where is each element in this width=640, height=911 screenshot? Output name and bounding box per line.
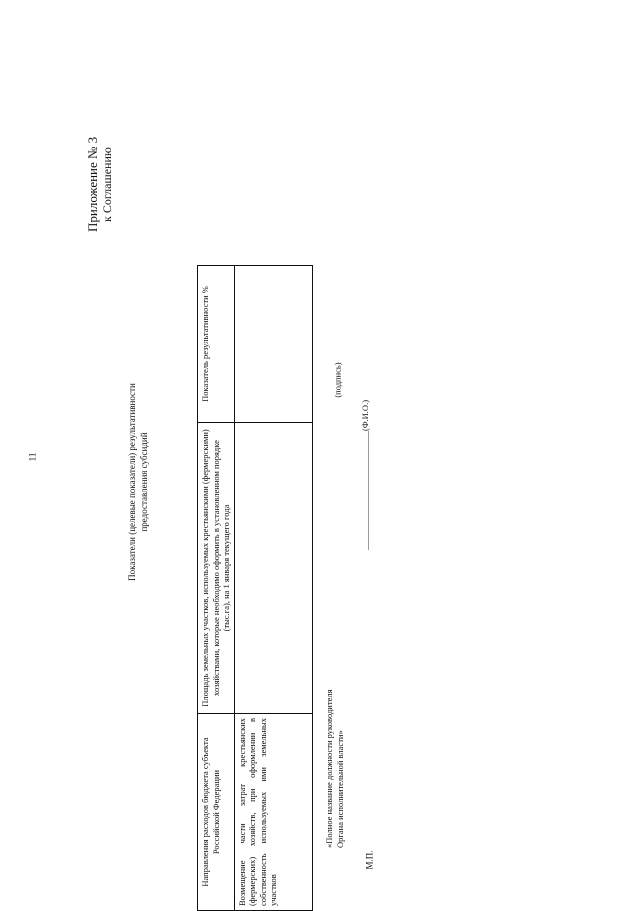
table-row — [234, 266, 313, 911]
appendix-header — [86, 12, 114, 232]
header-performance-indicator: Показатель результативности % — [198, 266, 235, 423]
cell-expense-direction: Возмещение части затрат крестьянских (фермерских) хозяйств, при оформлении в собственность используемых ими земельных участков — [234, 714, 313, 911]
fio-block — [360, 320, 370, 550]
position-line-2: Органа исполнительной власти» — [335, 730, 345, 848]
signature-caption: (подпись) — [332, 362, 343, 398]
header-expense-direction: Направления расходов бюджета субъекта Российской Федерации — [198, 714, 235, 911]
title-line-1: Показатели (целевые показатели) результативности — [127, 383, 137, 581]
indicators-table-wrap — [197, 286, 313, 911]
page-number: 11 — [27, 452, 38, 462]
stamp-place: М.П. — [364, 850, 375, 870]
title-line-2: предоставления субсидий — [139, 432, 149, 532]
signature-line: ____________________________ — [360, 431, 370, 550]
cell-performance-indicator — [234, 266, 313, 423]
fio-label: (Ф.И.О.) — [360, 399, 370, 431]
indicators-table — [197, 265, 313, 911]
appendix-number: Приложение № 3 — [85, 136, 100, 232]
table-header-row — [198, 266, 235, 911]
header-land-area: Площадь земельных участков, используемых крестьянскими (фермерскими) хозяйствами, которые необходимо оформить в установленном порядке (тыс.га), на 1 января текущего года — [198, 423, 235, 714]
document-title — [126, 282, 150, 682]
position-line-1: «Полное название должности руководителя — [324, 689, 334, 848]
cell-land-area — [234, 423, 313, 714]
appendix-agreement: к Соглашению — [100, 147, 114, 222]
head-position — [324, 588, 346, 848]
